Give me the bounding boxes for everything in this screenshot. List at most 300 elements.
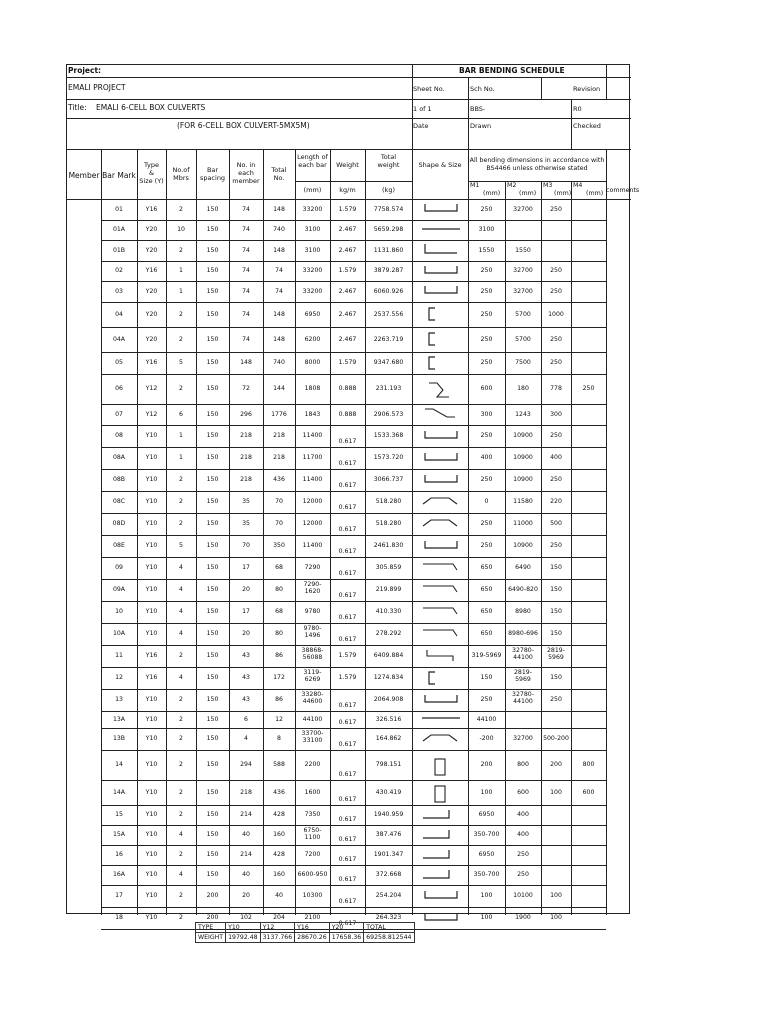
bar-shape-link-icon: [419, 757, 463, 777]
grid-line: [101, 281, 606, 282]
length: 33280- 44600: [301, 690, 324, 705]
dim-m3: 150: [550, 630, 562, 637]
dim-m3: 150: [550, 564, 562, 571]
col-length: Length of each bar: [297, 153, 328, 169]
dim-m2: 7500: [515, 359, 531, 366]
length: 6600-950: [297, 871, 328, 878]
bar-spacing: 150: [206, 205, 219, 213]
weight: 2.467: [338, 287, 357, 295]
bar-bending-schedule-sheet: [66, 64, 640, 927]
weight: 1.579: [338, 359, 357, 366]
bar-spacing: 150: [206, 630, 219, 637]
no-mbrs: 4: [179, 564, 183, 571]
col-type-size: Type & Size (Y): [139, 161, 164, 185]
weight: 1.579: [338, 674, 357, 681]
grid-line: [606, 149, 607, 915]
bar-mark: 13A: [112, 715, 126, 723]
bar-mark: 14A: [112, 788, 126, 796]
no-mbrs: 1: [179, 454, 183, 461]
no-in-member: 20: [242, 892, 250, 899]
totals-val-y12: 3137.766: [260, 933, 295, 943]
type-size: Y16: [145, 205, 158, 213]
length: 3119- 6269: [303, 668, 322, 683]
total-no: 80: [275, 630, 283, 637]
dim-m1: -200: [479, 735, 494, 742]
type-size: Y10: [145, 914, 158, 921]
no-in-member: 20: [242, 586, 250, 593]
total-weight: 231.193: [375, 385, 402, 392]
no-in-member: 296: [240, 410, 252, 418]
bar-shape-crankflat-icon: [419, 494, 463, 508]
total-no: 40: [275, 892, 283, 899]
length: 11400: [302, 432, 323, 439]
bar-spacing: 150: [206, 564, 219, 571]
weight: 0.617: [338, 740, 357, 748]
no-mbrs: 4: [179, 586, 183, 593]
type-size: Y20: [145, 226, 158, 234]
bar-spacing: 150: [206, 432, 219, 439]
bar-shape-straight-icon: [419, 711, 463, 725]
grid-line: [101, 261, 606, 262]
dim-m3: 500-200: [543, 735, 569, 742]
bar-spacing: 150: [206, 811, 219, 818]
no-in-member: 4: [244, 735, 248, 742]
grid-line: [468, 181, 606, 182]
bar-mark: 03: [115, 287, 123, 295]
dim-m4: 600: [582, 788, 595, 796]
dim-m2: 11000: [513, 520, 533, 527]
length: 38868- 56088: [301, 646, 324, 661]
bar-shape-crankflat-icon: [419, 516, 463, 530]
dim-m2: 32780- 44100: [512, 646, 534, 661]
length: 7290- 1620: [303, 580, 322, 595]
totals-weight-label: WEIGHT: [196, 933, 226, 943]
dim-m1: 300: [480, 410, 493, 418]
bar-mark: 08E: [113, 542, 125, 549]
total-weight: 1940.959: [373, 811, 404, 818]
dim-m2: 600: [517, 788, 529, 796]
bar-spacing: 150: [206, 652, 219, 659]
type-size: Y10: [145, 735, 158, 742]
grid-line: [365, 149, 366, 915]
bar-mark: 09: [115, 564, 123, 571]
no-mbrs: 4: [179, 630, 183, 637]
bar-spacing: 200: [206, 914, 219, 921]
title-label: Title:: [68, 103, 87, 112]
weight: 0.617: [338, 835, 357, 843]
no-in-member: 35: [242, 498, 250, 505]
bar-spacing: 150: [206, 608, 219, 615]
bar-mark: 15: [115, 811, 123, 818]
grid-line: [101, 240, 606, 241]
bar-spacing: 150: [206, 715, 219, 723]
dim-m1: 650: [480, 564, 493, 571]
bar-spacing: 150: [206, 871, 219, 878]
grid-line: [412, 149, 413, 915]
type-size: Y10: [145, 454, 158, 461]
type-size: Y16: [145, 652, 158, 659]
bar-shape-c-icon: [419, 355, 463, 371]
no-in-member: 17: [242, 564, 250, 571]
total-weight: 518.280: [375, 520, 402, 527]
type-size: Y16: [145, 359, 158, 366]
bar-shape-link-icon: [419, 784, 463, 804]
type-size: Y10: [145, 608, 158, 615]
total-no: 160: [273, 831, 285, 838]
no-mbrs: 4: [179, 674, 183, 681]
dim-m1: 600: [480, 385, 493, 392]
grid-line: [101, 557, 606, 558]
dim-m2: 5700: [515, 335, 531, 343]
dim-m2: 6490-820: [508, 586, 538, 593]
bar-shape-u-icon: [419, 201, 463, 215]
no-mbrs: 2: [179, 788, 183, 796]
no-in-member: 74: [242, 335, 250, 343]
project-name: EMALI PROJECT: [68, 83, 126, 92]
total-no: 148: [273, 205, 285, 213]
length: 6750- 1100: [303, 826, 322, 841]
no-mbrs: 5: [179, 542, 183, 549]
no-mbrs: 4: [179, 871, 183, 878]
dim-m1: 650: [480, 630, 493, 637]
type-size: Y10: [145, 831, 158, 838]
dim-m2: 10900: [513, 476, 533, 483]
total-weight: 1274.834: [373, 674, 404, 681]
col-no-mbrs: No.of Mbrs: [172, 166, 190, 182]
total-no: 218: [273, 454, 285, 461]
bar-spacing: 150: [206, 788, 219, 796]
type-size: Y10: [145, 630, 158, 637]
bar-shape-u-icon: [419, 263, 463, 277]
grid-line: [67, 118, 631, 119]
grid-line: [101, 805, 606, 806]
bar-shape-hook-icon: [419, 582, 463, 596]
grid-line: [101, 825, 606, 826]
bar-spacing: 150: [206, 851, 219, 858]
total-weight: 254.204: [375, 892, 402, 899]
bar-shape-u-icon: [419, 450, 463, 464]
total-weight: 2263.719: [373, 335, 404, 343]
total-weight: 798.151: [375, 761, 402, 768]
total-no: 8: [277, 735, 281, 742]
dim-m1: 6950: [478, 851, 495, 858]
dim-m2: 11580: [513, 498, 533, 505]
no-mbrs: 10: [177, 226, 185, 234]
bar-spacing: 150: [206, 735, 219, 742]
total-weight: 264.323: [375, 914, 402, 921]
no-in-member: 43: [242, 696, 250, 703]
no-in-member: 43: [242, 652, 250, 659]
length: 33200: [302, 267, 323, 275]
bar-shape-u-icon: [419, 283, 463, 297]
bar-mark: 07: [115, 410, 123, 418]
col-comments: comments: [606, 187, 640, 194]
totals-weight-row: [196, 933, 415, 943]
totals-col-y12: Y12: [260, 923, 295, 933]
total-no: 74: [275, 287, 283, 295]
col-no-in-member: No. in each member: [232, 161, 260, 185]
no-mbrs: 1: [179, 267, 183, 275]
weight: 0.617: [338, 815, 357, 823]
totals-type-label: TYPE: [196, 923, 226, 933]
grid-line: [606, 65, 607, 99]
bar-shape-hook-icon: [419, 626, 463, 640]
col-weight-unit: kg/m: [339, 186, 356, 194]
no-in-member: 214: [240, 851, 252, 858]
bar-mark: 15A: [112, 831, 126, 838]
no-mbrs: 2: [179, 652, 183, 659]
dim-m1: 0: [484, 498, 489, 505]
no-in-member: 218: [240, 432, 252, 439]
bar-shape-u-icon: [419, 692, 463, 706]
bar-shape-c-icon: [419, 306, 463, 322]
dim-m2: 10900: [513, 542, 533, 549]
length: 12000: [302, 520, 323, 527]
bar-shape-l2-icon: [419, 807, 463, 821]
dim-m1: 400: [480, 454, 493, 461]
dim-m1: 250: [480, 267, 493, 275]
sch-no-label: Sch No.: [470, 85, 495, 93]
type-size: Y10: [145, 520, 158, 527]
no-mbrs: 2: [179, 310, 183, 318]
bar-shape-hook-icon: [419, 560, 463, 574]
title-value: EMALI 6-CELL BOX CULVERTS: [96, 103, 206, 112]
no-in-member: 218: [240, 788, 252, 796]
dim-m1: 250: [480, 335, 493, 343]
no-mbrs: 1: [179, 432, 183, 439]
dim-m2: 1243: [515, 410, 531, 418]
bar-shape-u-icon: [419, 538, 463, 552]
bar-spacing: 150: [206, 498, 219, 505]
weight: 0.617: [338, 437, 357, 445]
totals-type-row: [196, 923, 415, 933]
dim-m1: 319-5969: [471, 652, 502, 659]
total-no: 86: [275, 652, 283, 659]
grid-line: [101, 579, 606, 580]
grid-line: [365, 181, 412, 182]
bar-mark: 10A: [112, 630, 126, 637]
dim-m3: 220: [550, 498, 562, 505]
bar-mark: 14: [115, 761, 123, 768]
col-total-no: Total No.: [271, 166, 287, 182]
dim-m3: 200: [550, 761, 562, 768]
dim-m3: 500: [550, 520, 562, 527]
dim-m1: 350-700: [473, 871, 500, 878]
no-mbrs: 2: [179, 892, 183, 899]
bar-mark: 18: [115, 914, 123, 921]
type-size: Y12: [145, 385, 158, 392]
grid-line: [229, 149, 230, 915]
type-size: Y10: [145, 715, 158, 723]
totals-val-y16: 28670.26: [295, 933, 330, 943]
dim-m1: 250: [480, 520, 493, 527]
no-in-member: 6: [244, 715, 248, 723]
col-m2: M2: [507, 182, 517, 189]
total-weight: 1533.368: [373, 432, 404, 439]
no-in-member: 74: [242, 267, 250, 275]
dim-m2: 400: [517, 811, 529, 818]
weight: 0.617: [338, 569, 357, 577]
dim-m1: 250: [480, 432, 493, 439]
no-in-member: 102: [240, 914, 252, 921]
weight: 0.617: [338, 701, 357, 709]
grid-line: [101, 149, 102, 915]
grid-line: [67, 99, 631, 100]
weight: 0.617: [338, 613, 357, 621]
bar-mark: 08B: [112, 476, 126, 483]
total-weight: 278.292: [375, 630, 402, 637]
dim-m1: 100: [480, 788, 493, 796]
dim-m3: 150: [550, 586, 562, 593]
total-no: 428: [273, 811, 285, 818]
col-m1: M1: [470, 182, 480, 189]
grid-line: [101, 469, 606, 470]
no-mbrs: 4: [179, 831, 183, 838]
length: 1808: [304, 385, 321, 392]
length: 7350: [304, 811, 321, 818]
dim-m3: 250: [550, 432, 562, 439]
dim-m3: 300: [550, 410, 562, 418]
totals-val-y10: 19792.48: [226, 933, 261, 943]
length: 2200: [304, 761, 321, 768]
revision-label: Revision: [573, 85, 601, 93]
dim-m1: 150: [480, 674, 493, 681]
bar-mark: 13: [115, 696, 123, 703]
total-weight: 372.668: [375, 871, 402, 878]
total-no: 160: [273, 871, 285, 878]
dim-m1: 250: [480, 359, 493, 366]
dim-m2: 6490: [515, 564, 531, 571]
bar-mark: 08C: [112, 498, 126, 505]
total-weight: 5659.298: [373, 226, 404, 234]
bar-spacing: 150: [206, 674, 219, 681]
total-no: 350: [273, 542, 285, 549]
weight: 1.579: [338, 205, 357, 213]
weight: 0.617: [338, 635, 357, 643]
dim-m3: 400: [550, 454, 562, 461]
total-no: 740: [273, 359, 285, 366]
total-no: 148: [273, 310, 285, 318]
bar-spacing: 150: [206, 696, 219, 703]
no-in-member: 17: [242, 608, 250, 615]
dim-m3: 100: [550, 914, 562, 921]
grid-line: [101, 513, 606, 514]
no-in-member: 74: [242, 205, 250, 213]
bar-mark: 05: [115, 359, 123, 366]
grid-line: [101, 845, 606, 846]
bar-mark: 08: [115, 432, 123, 439]
dim-m3: 250: [550, 205, 562, 213]
dim-m3: 100: [550, 788, 562, 796]
total-no: 436: [273, 476, 285, 483]
bar-shape-u-icon: [419, 472, 463, 486]
type-size: Y10: [145, 811, 158, 818]
weight: 0.617: [338, 718, 357, 726]
subtitle: (FOR 6-CELL BOX CULVERT-5MX5M): [177, 121, 310, 130]
weight: 2.467: [338, 310, 357, 318]
dim-m3: 778: [550, 385, 562, 392]
grid-line: [101, 907, 606, 908]
total-weight: 219.899: [375, 586, 402, 593]
bar-spacing: 150: [206, 246, 219, 254]
dim-m1: 200: [480, 761, 493, 768]
no-mbrs: 6: [179, 410, 183, 418]
no-mbrs: 2: [179, 761, 183, 768]
total-no: 70: [275, 520, 283, 527]
no-in-member: 35: [242, 520, 250, 527]
bar-mark: 09A: [112, 586, 126, 593]
weight: 2.467: [338, 226, 357, 234]
type-size: Y10: [145, 476, 158, 483]
col-bar-mark: Bar Mark: [102, 171, 136, 180]
dim-m1: 1550: [478, 246, 495, 254]
dim-m3: 2819- 5969: [547, 646, 565, 661]
total-no: 204: [273, 914, 285, 921]
dim-m3: 250: [550, 359, 562, 366]
dim-m3: 150: [550, 674, 562, 681]
dim-m3: 100: [550, 892, 562, 899]
no-mbrs: 2: [179, 735, 183, 742]
no-in-member: 74: [242, 287, 250, 295]
no-in-member: 74: [242, 246, 250, 254]
col-m2-unit: (mm): [519, 190, 537, 197]
bar-mark: 16A: [112, 871, 126, 878]
bar-spacing: 150: [206, 335, 219, 343]
project-label: Project:: [68, 66, 102, 75]
no-mbrs: 1: [179, 287, 183, 295]
totals-val-y20: 17658.36: [329, 933, 364, 943]
dim-m2: 5700: [515, 310, 531, 318]
weight: 0.617: [338, 855, 357, 863]
bar-mark: 11: [115, 652, 123, 659]
dim-m3: 250: [550, 287, 562, 295]
length: 11400: [302, 542, 323, 549]
bar-shape-l2-icon: [419, 867, 463, 881]
grid-line: [295, 181, 365, 182]
weight: 0.617: [338, 547, 357, 555]
dim-m2: 10100: [513, 892, 533, 899]
total-weight: 2537.556: [373, 310, 404, 318]
bar-shape-c-icon: [419, 670, 463, 686]
length: 33200: [302, 287, 323, 295]
no-mbrs: 2: [179, 914, 183, 921]
dim-m2: 400: [517, 831, 529, 838]
bar-mark: 01A: [112, 226, 126, 234]
grid-line: [101, 374, 606, 375]
type-size: Y10: [145, 761, 158, 768]
type-size: Y10: [145, 432, 158, 439]
bar-shape-l-icon: [419, 242, 463, 256]
grid-line: [101, 885, 606, 886]
weight: 2.467: [338, 335, 357, 343]
dim-m3: 250: [550, 542, 562, 549]
bar-shape-l2-icon: [419, 847, 463, 861]
sheet-value: 1 of 1: [413, 105, 432, 113]
weight: 0.617: [338, 591, 357, 599]
dim-m1: 250: [480, 310, 493, 318]
bar-spacing: 150: [206, 476, 219, 483]
total-weight: 6060.926: [373, 287, 404, 295]
no-in-member: 40: [242, 871, 250, 878]
bar-spacing: 150: [206, 454, 219, 461]
total-weight: 2064.908: [373, 696, 404, 703]
no-in-member: 218: [240, 476, 252, 483]
length: 1600: [304, 788, 321, 796]
no-mbrs: 2: [179, 476, 183, 483]
bar-spacing: 150: [206, 359, 219, 366]
dim-m2: 32700: [513, 205, 533, 213]
no-mbrs: 2: [179, 520, 183, 527]
